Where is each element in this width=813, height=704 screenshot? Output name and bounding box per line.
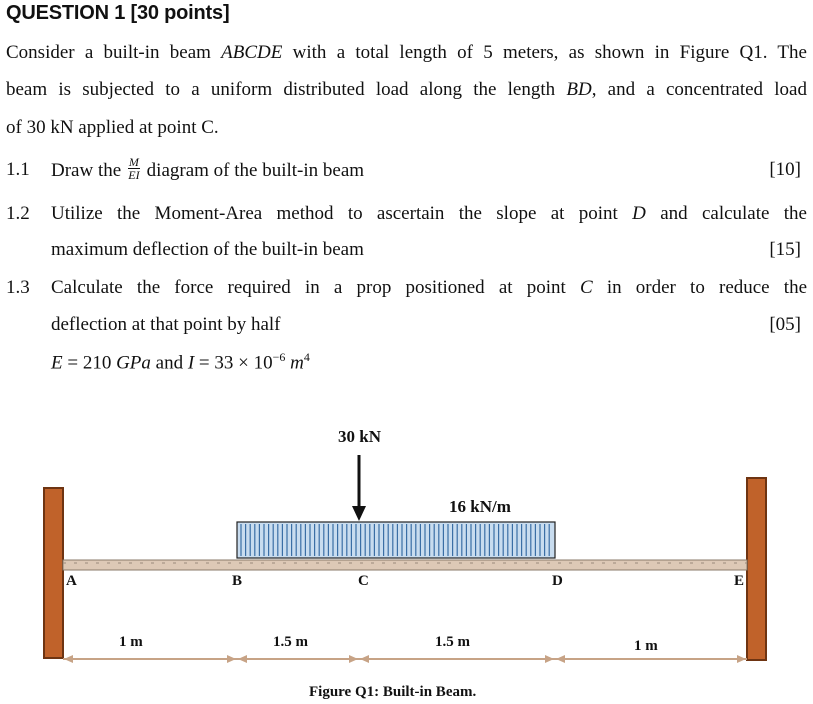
question-1-2-line-1: Utilize the Moment-Area method to ascertain the slope at point D and calculate the bbox=[51, 203, 807, 224]
dimension-arrowhead bbox=[545, 655, 554, 663]
dimension-arrowhead bbox=[556, 655, 565, 663]
beam bbox=[63, 560, 747, 570]
question-1-2-marks: [15] bbox=[769, 239, 801, 260]
span-de-label: 1 m bbox=[634, 638, 658, 654]
dimension-arrowhead bbox=[227, 655, 236, 663]
question-1-1-text: Draw the $\frac{M}{EI}$ diagram of the built-in beam bbox=[51, 155, 365, 182]
right-fixed-support bbox=[747, 478, 766, 660]
intro-line-2: beam is subjected to a uniform distributed load along the length BD, and a concentrated load bbox=[6, 79, 807, 100]
point-b-label: B bbox=[232, 573, 243, 589]
point-c-label: C bbox=[358, 573, 369, 589]
point-d-label: D bbox=[552, 573, 563, 589]
question-number-1-1: 1.1 bbox=[6, 159, 30, 180]
figure-caption: Figure Q1: Built-in Beam. bbox=[309, 684, 477, 700]
span-bc-label: 1.5 m bbox=[273, 634, 308, 650]
point-load-arrow-head bbox=[352, 506, 366, 521]
question-1-3-line-1: Calculate the force required in a prop positioned at point C in order to reduce the bbox=[51, 277, 807, 298]
beam-figure bbox=[0, 405, 813, 704]
intro-line-3: of 30 kN applied at point C. bbox=[6, 117, 219, 138]
distributed-load-label: 16 kN/m bbox=[449, 497, 511, 516]
question-number-1-2: 1.2 bbox=[6, 203, 30, 224]
point-a-label: A bbox=[66, 573, 77, 589]
dimension-arrowhead bbox=[349, 655, 358, 663]
dimension-arrowhead bbox=[64, 655, 73, 663]
point-e-label: E bbox=[734, 573, 745, 589]
span-cd-label: 1.5 m bbox=[435, 634, 470, 650]
point-load-label: 30 kN bbox=[338, 427, 381, 446]
span-ab-label: 1 m bbox=[119, 634, 143, 650]
dimension-arrowhead bbox=[238, 655, 247, 663]
question-1-3-line-2: deflection at that point by half bbox=[51, 314, 281, 335]
dimension-arrowhead bbox=[360, 655, 369, 663]
dimension-arrowhead bbox=[737, 655, 746, 663]
intro-line-1: Consider a built-in beam ABCDE with a total length of 5 meters, as shown in Figure Q1. The bbox=[6, 42, 807, 63]
question-1-2-line-2: maximum deflection of the built-in beam bbox=[51, 239, 364, 260]
question-1-1-marks: [10] bbox=[769, 159, 801, 180]
page-heading: QUESTION 1 [30 points] bbox=[6, 2, 230, 24]
question-1-3-marks: [05] bbox=[769, 314, 801, 335]
question-number-1-3: 1.3 bbox=[6, 277, 30, 298]
m-over-ei-fraction: $\frac{M}{EI}$ bbox=[128, 155, 140, 182]
material-properties: E = 210 GPa and $I = 33 \times 10^{-6}$ $m^4$ bbox=[51, 350, 310, 374]
left-fixed-support bbox=[44, 488, 63, 658]
